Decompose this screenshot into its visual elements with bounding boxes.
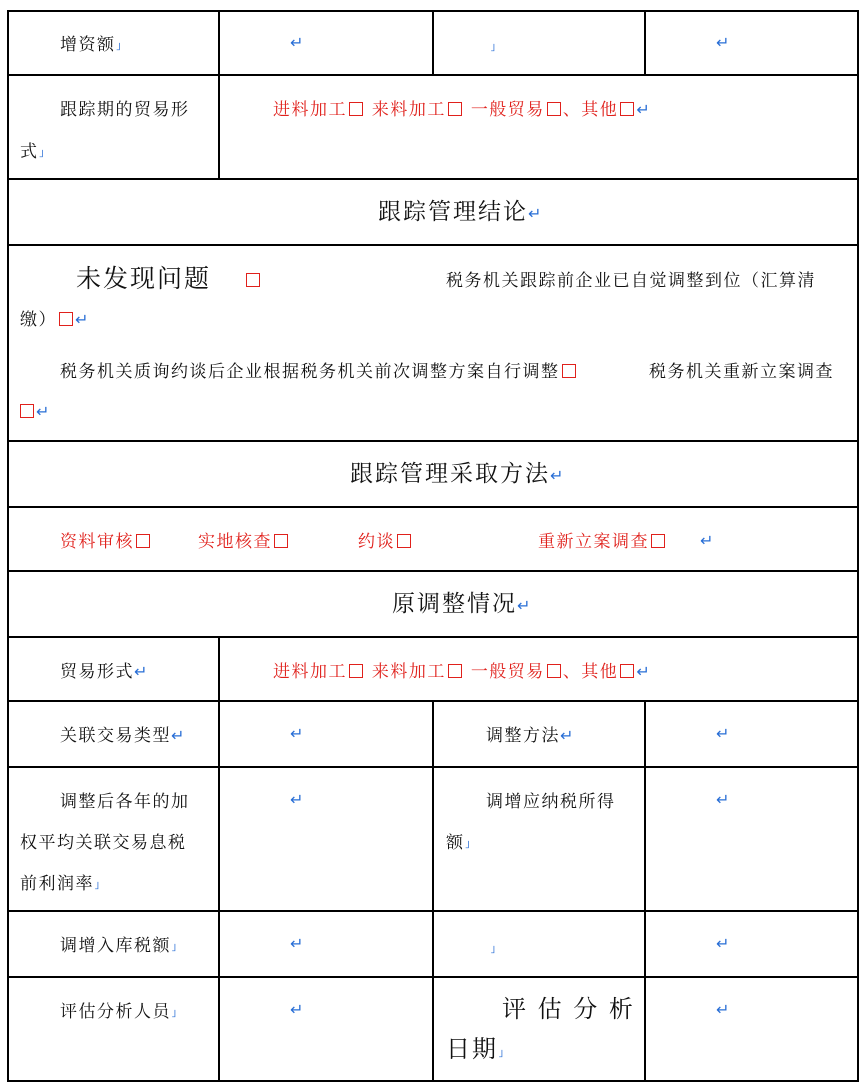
row-line	[7, 506, 859, 508]
assessment-date-label: 评 估 分 析	[502, 995, 635, 1023]
tax-collected-increase-label: 调增入库税额˩	[60, 936, 178, 956]
paragraph-mark: ˩	[490, 41, 497, 54]
option-other[interactable]: 、其他	[563, 662, 637, 682]
col-line	[644, 10, 646, 74]
no-issue-checkbox[interactable]	[246, 273, 260, 287]
row-line	[7, 1080, 859, 1082]
orig-trade-form-options: 进料加工 来料加工 一般贸易 、其他 ↵	[273, 662, 652, 682]
related-transaction-type-label: 关联交易类型↵	[60, 726, 186, 746]
assessor-label: 评估分析人员˩	[60, 1002, 178, 1022]
assessment-date-label-cont: 日期˩	[446, 1035, 506, 1063]
option-general-trade[interactable]: 一般贸易	[471, 100, 563, 120]
after-interview-label: 税务机关质询约谈后企业根据税务机关前次调整方案自行调整	[60, 362, 578, 382]
trade-form-options: 进料加工 来料加工 一般贸易 、其他 ↵	[273, 100, 652, 120]
return-mark: ↵	[716, 724, 731, 743]
checkbox[interactable]	[620, 664, 634, 678]
checkbox[interactable]	[136, 534, 150, 548]
return-mark: ↵	[290, 1000, 305, 1019]
checkbox[interactable]	[349, 664, 363, 678]
row-line	[7, 636, 859, 638]
table-left-border	[7, 10, 9, 1082]
checkbox[interactable]	[547, 102, 561, 116]
row-line	[7, 570, 859, 572]
return-mark: ↵	[700, 531, 715, 550]
row-line	[7, 440, 859, 442]
method-onsite-check[interactable]: 实地核查	[198, 532, 290, 552]
section-title-original: 原调整情况↵	[392, 591, 533, 617]
tracking-trade-form-label-cont: 式˩	[20, 142, 46, 162]
row-line	[7, 178, 859, 180]
checkbox[interactable]	[620, 102, 634, 116]
self-adjusted-label-cont: 缴） ↵	[20, 310, 90, 330]
after-interview-checkbox[interactable]	[562, 364, 576, 378]
col-line	[644, 700, 646, 1080]
return-mark: ↵	[290, 33, 305, 52]
return-mark: ↵	[716, 934, 731, 953]
row-line	[7, 74, 859, 76]
option-processing-supplied[interactable]: 来料加工	[372, 662, 464, 682]
checkbox[interactable]	[448, 664, 462, 678]
checkbox[interactable]	[397, 534, 411, 548]
checkbox[interactable]	[274, 534, 288, 548]
tracking-trade-form-label: 跟踪期的贸易形	[60, 100, 190, 120]
self-adjusted-checkbox[interactable]	[59, 312, 73, 326]
trade-form-label: 贸易形式↵	[60, 662, 149, 682]
option-processing-imported[interactable]: 进料加工	[273, 100, 365, 120]
adjustment-method-label: 调整方法↵	[486, 726, 575, 746]
return-mark: ↵	[290, 790, 305, 809]
checkbox[interactable]	[349, 102, 363, 116]
section-title-conclusion: 跟踪管理结论↵	[378, 199, 544, 225]
checkbox[interactable]	[547, 664, 561, 678]
method-interview[interactable]: 约谈	[358, 532, 413, 552]
col-line	[218, 10, 220, 74]
reinvestigate-checkbox-line: ↵	[18, 402, 51, 422]
col-line	[218, 636, 220, 1080]
table-right-border	[857, 10, 859, 1082]
col-line	[432, 10, 434, 74]
taxable-income-increase-label-cont: 额˩	[446, 833, 472, 853]
reinvestigate-label: 税务机关重新立案调查	[649, 362, 834, 382]
weighted-profit-rate-label: 调整后各年的加	[60, 792, 190, 812]
capital-increase-label: 增资额˩	[60, 35, 123, 55]
checkbox[interactable]	[651, 534, 665, 548]
return-mark: ↵	[716, 1000, 731, 1019]
section-title-methods: 跟踪管理采取方法↵	[350, 461, 566, 487]
option-general-trade[interactable]: 一般贸易	[471, 662, 563, 682]
return-mark: ↵	[290, 934, 305, 953]
checkbox[interactable]	[448, 102, 462, 116]
col-line	[432, 700, 434, 1080]
paragraph-mark: ˩	[490, 943, 497, 956]
row-line	[7, 244, 859, 246]
option-processing-imported[interactable]: 进料加工	[273, 662, 365, 682]
self-adjusted-label: 税务机关跟踪前企业已自觉调整到位（汇算清	[446, 271, 816, 291]
weighted-profit-rate-label-cont: 权平均关联交易息税	[20, 833, 187, 853]
col-line	[218, 74, 220, 178]
weighted-profit-rate-label-cont2: 前利润率˩	[20, 874, 101, 894]
reinvestigate-checkbox[interactable]	[20, 404, 34, 418]
taxable-income-increase-label: 调增应纳税所得	[486, 792, 616, 812]
return-mark: ↵	[716, 790, 731, 809]
return-mark: ↵	[290, 724, 305, 743]
no-issue-label: 未发现问题	[76, 264, 212, 293]
option-processing-supplied[interactable]: 来料加工	[372, 100, 464, 120]
method-reinvestigate[interactable]: 重新立案调查	[538, 532, 667, 552]
option-other[interactable]: 、其他	[563, 100, 637, 120]
method-document-review[interactable]: 资料审核	[60, 532, 152, 552]
return-mark: ↵	[716, 33, 731, 52]
